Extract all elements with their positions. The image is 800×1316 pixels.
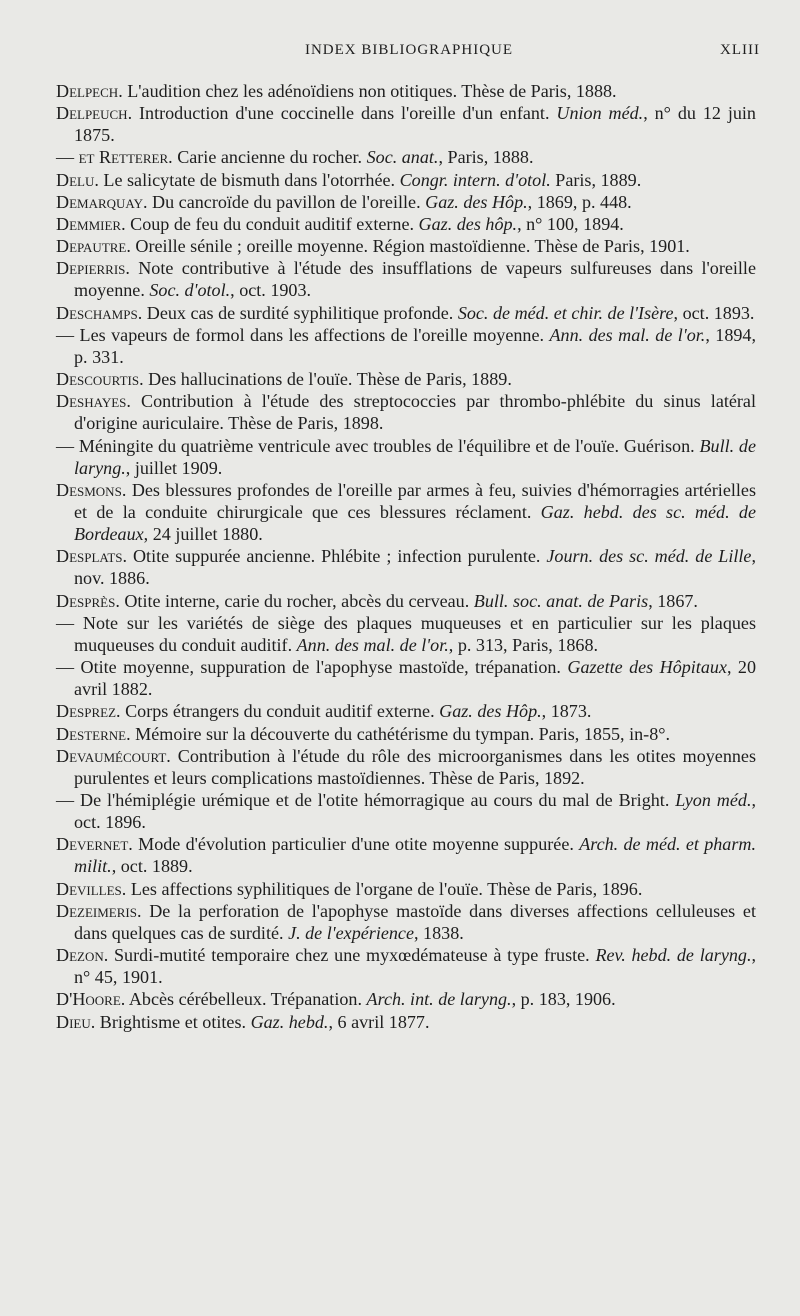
entry-text-tail: , p. 183, 1906. [511, 989, 616, 1010]
entry-text: . L'audition chez les adénoïdiens non otitiques. Thèse de Paris, 1888. [118, 81, 617, 101]
entry-text: . De la perforation de l'apophyse mastoïde dans diverses affections celluleuses et dans quelques cas de surdité. [74, 900, 756, 943]
bibliography-entry [56, 612, 756, 656]
bibliography-entry [56, 368, 756, 390]
entry-text: . Mémoire sur la découverte du cathétérisme du tympan. Paris, 1855, in-8°. [126, 723, 670, 744]
entry-text: . Brightisme et otites. [90, 1011, 251, 1032]
bibliography-entry [56, 302, 756, 324]
entry-text-tail: , 1867. [648, 590, 698, 611]
bibliography-entry [56, 789, 756, 833]
entry-journal: Rev. hebd. de laryng. [595, 945, 752, 966]
entry-journal: Ann. des mal. de l'or. [549, 324, 706, 345]
bibliography-entry [56, 324, 756, 368]
entry-author: Devernet [56, 834, 129, 855]
entry-author: — [56, 657, 75, 678]
entry-author: — [56, 324, 75, 345]
entry-journal: Soc. anat. [366, 147, 439, 168]
entry-journal: Gaz. hebd. [250, 1011, 329, 1032]
bibliography-entry [56, 878, 756, 900]
entry-text-tail: , 20 avril 1882. [74, 657, 757, 700]
bibliography-entry [56, 169, 756, 191]
entry-author: — [56, 435, 75, 456]
entry-text: Otite moyenne, suppuration de l'apophyse mastoïde, trépanation. [74, 657, 568, 678]
entry-text: . Carie ancienne du rocher. [168, 147, 367, 168]
entry-text-tail: , p. 313, Paris, 1868. [448, 634, 599, 655]
entry-text: . Contribution à l'étude du rôle des microorganismes dans les otites moyennes purulentes et leurs complications mastoïdiennes. Thèse de Paris, 1892. [74, 745, 756, 788]
entry-author: Delpech [56, 81, 119, 101]
bibliography-entry [56, 435, 756, 479]
entry-author: — [56, 612, 75, 633]
entry-text-tail: , n° 100, 1894. [517, 213, 624, 234]
bibliography-entry [56, 988, 756, 1010]
entry-text: . Mode d'évolution particulier d'une otite moyenne suppurée. [128, 834, 580, 855]
entry-author: Dieu [56, 1011, 91, 1032]
entry-journal: Gaz. des hôp. [418, 213, 518, 234]
bibliography-entry [56, 944, 756, 988]
entry-text: . Coup de feu du conduit auditif externe. [121, 213, 419, 234]
entry-author: Delu [56, 169, 95, 190]
bibliography-entry [56, 102, 756, 146]
entry-text: . Les affections syphilitiques de l'organe de l'ouïe. Thèse de Paris, 1896. [121, 878, 643, 899]
entry-text: . Des blessures profondes de l'oreille par armes à feu, suivies d'hémorragies artérielles et de la conduite chirurgicale que ces blessures réclament. [74, 479, 756, 522]
entry-text-tail: , oct. 1896. [74, 790, 757, 833]
entry-journal: Journ. des sc. méd. de Lille [546, 546, 752, 567]
entry-journal: Gaz. des Hôp. [425, 191, 528, 212]
entry-author: Demmier [56, 213, 122, 234]
bibliography-entry [56, 590, 756, 612]
entry-text: Les vapeurs de formol dans les affections de l'oreille moyenne. [74, 324, 550, 345]
entry-text: . Introduction d'une coccinelle dans l'oreille d'un enfant. [127, 103, 557, 124]
entry-text: . Deux cas de surdité syphilitique profonde. [137, 302, 458, 323]
entry-author: — et Retterer [56, 147, 169, 168]
entry-text: . Du cancroïde du pavillon de l'oreille. [143, 191, 426, 212]
bibliography-entry [56, 479, 756, 545]
entry-author: Depierris [56, 258, 126, 279]
entry-text: . Otite suppurée ancienne. Phlébite ; infection purulente. [122, 546, 547, 567]
entry-text-tail: , 1869, p. 448. [527, 191, 632, 212]
entry-author: Desterne [56, 723, 127, 744]
bibliography-entry [56, 390, 756, 434]
entry-text: Note sur les variétés de siège des plaques muqueuses et en particulier sur les plaques muqueuses du conduit auditif. [74, 612, 756, 655]
entry-author: Desmons [56, 479, 122, 500]
entry-text-tail: , juillet 1909. [125, 457, 223, 478]
entry-author: Delpeuch [56, 103, 128, 124]
entry-author: Dezeimeris [56, 900, 137, 921]
bibliography-entry [56, 213, 756, 235]
entry-text-tail: , oct. 1889. [111, 856, 193, 877]
entry-text-tail: Paris, 1889. [550, 169, 642, 190]
entry-author: Devilles [56, 878, 122, 899]
entry-journal: Bull. de laryng. [74, 435, 757, 478]
entry-text: . Oreille sénile ; oreille moyenne. Région mastoïdienne. Thèse de Paris, 1901. [126, 236, 690, 257]
entry-text-tail: , nov. 1886. [74, 546, 756, 589]
entry-journal: Bull. soc. anat. de Paris [473, 590, 649, 611]
entry-author: Devaumécourt [56, 745, 167, 766]
entry-author: Desprez [56, 701, 117, 722]
page-number: XLIII [720, 42, 760, 58]
entry-author: Desprès [56, 590, 116, 611]
entry-text: . Note contributive à l'étude des insufflations de vapeurs sulfureuses dans l'oreille moyenne. [74, 258, 756, 301]
entry-text: . Des hallucinations de l'ouïe. Thèse de Paris, 1889. [139, 369, 512, 390]
entry-text-tail: , 1894, p. 331. [74, 324, 756, 367]
bibliography-entry [56, 545, 756, 589]
bibliography-list [56, 80, 756, 1033]
bibliography-entry [56, 656, 756, 700]
bibliography-entry [56, 745, 756, 789]
entry-text: . Corps étrangers du conduit auditif externe. [116, 701, 440, 722]
entry-journal: Gazette des Hôpitaux [567, 657, 727, 678]
entry-journal: Ann. des mal. de l'or. [296, 634, 449, 655]
entry-author: Dezon [56, 945, 104, 966]
entry-text-tail: , 6 avril 1877. [328, 1011, 430, 1032]
entry-text: . Otite interne, carie du rocher, abcès du cerveau. [115, 590, 474, 611]
entry-author: Descourtis [56, 369, 140, 390]
entry-journal: Soc. d'otol. [149, 280, 231, 301]
bibliography-entry [56, 1011, 756, 1033]
entry-text-tail: , n° du 12 juin 1875. [74, 103, 756, 146]
entry-text-tail: , n° 45, 1901. [74, 945, 756, 988]
bibliography-entry [56, 80, 756, 102]
entry-journal: J. de l'expérience [288, 922, 414, 943]
entry-text: . Surdi-mutité temporaire chez une myxœdémateuse à type fruste. [103, 945, 596, 966]
entry-journal: Gaz. des Hôp. [439, 701, 542, 722]
entry-text-tail: , 1873. [541, 701, 592, 722]
bibliography-entry [56, 235, 756, 257]
entry-journal: Congr. intern. d'otol. [399, 169, 551, 190]
entry-author: Demarquay [56, 191, 143, 212]
bibliography-entry [56, 900, 756, 944]
entry-journal: Arch. int. de laryng. [366, 989, 512, 1010]
bibliography-entry [56, 700, 756, 722]
entry-journal: Gaz. hebd. des sc. méd. de Bordeaux [74, 501, 757, 545]
entry-text: De l'hémiplégie urémique et de l'otite hémorragique au cours du mal de Bright. [74, 790, 676, 810]
entry-text-tail: , 24 juillet 1880. [143, 524, 263, 545]
bibliography-entry [56, 723, 756, 745]
entry-author: Desplats [56, 546, 123, 567]
entry-text-tail: , Paris, 1888. [438, 147, 534, 168]
entry-text: . Contribution à l'étude des streptococcies par thrombo-phlébite du sinus latéral d'origine auriculaire. Thèse de Paris, 1898. [74, 391, 756, 434]
entry-author: Depautre [56, 236, 127, 257]
entry-text: Méningite du quatrième ventricule avec troubles de l'équilibre et de l'ouïe. Guérison. [74, 435, 700, 456]
bibliography-entry [56, 146, 756, 168]
entry-text-tail: , oct. 1893. [673, 302, 755, 323]
entry-text: . Le salicytate de bismuth dans l'otorrhée. [94, 169, 400, 190]
entry-author: — [56, 790, 75, 810]
entry-journal: Arch. de méd. et pharm. milit. [74, 834, 756, 877]
entry-journal: Union méd. [556, 103, 644, 124]
header-title: INDEX BIBLIOGRAPHIQUE [304, 42, 514, 58]
entry-text: . Abcès cérébelleux. Trépanation. [120, 989, 367, 1010]
bibliography-entry [56, 191, 756, 213]
entry-text-tail: , oct. 1903. [230, 280, 312, 301]
bibliography-entry [56, 257, 756, 301]
entry-journal: Lyon méd. [675, 790, 752, 810]
entry-author: Deshayes [56, 391, 127, 412]
running-header [58, 42, 760, 66]
entry-journal: Soc. de méd. et chir. de l'Isère [457, 302, 674, 323]
bibliography-entry [56, 833, 756, 877]
entry-author: D'Hoore [56, 989, 121, 1010]
entry-text-tail: , 1838. [414, 922, 464, 943]
entry-author: Deschamps [56, 302, 138, 323]
